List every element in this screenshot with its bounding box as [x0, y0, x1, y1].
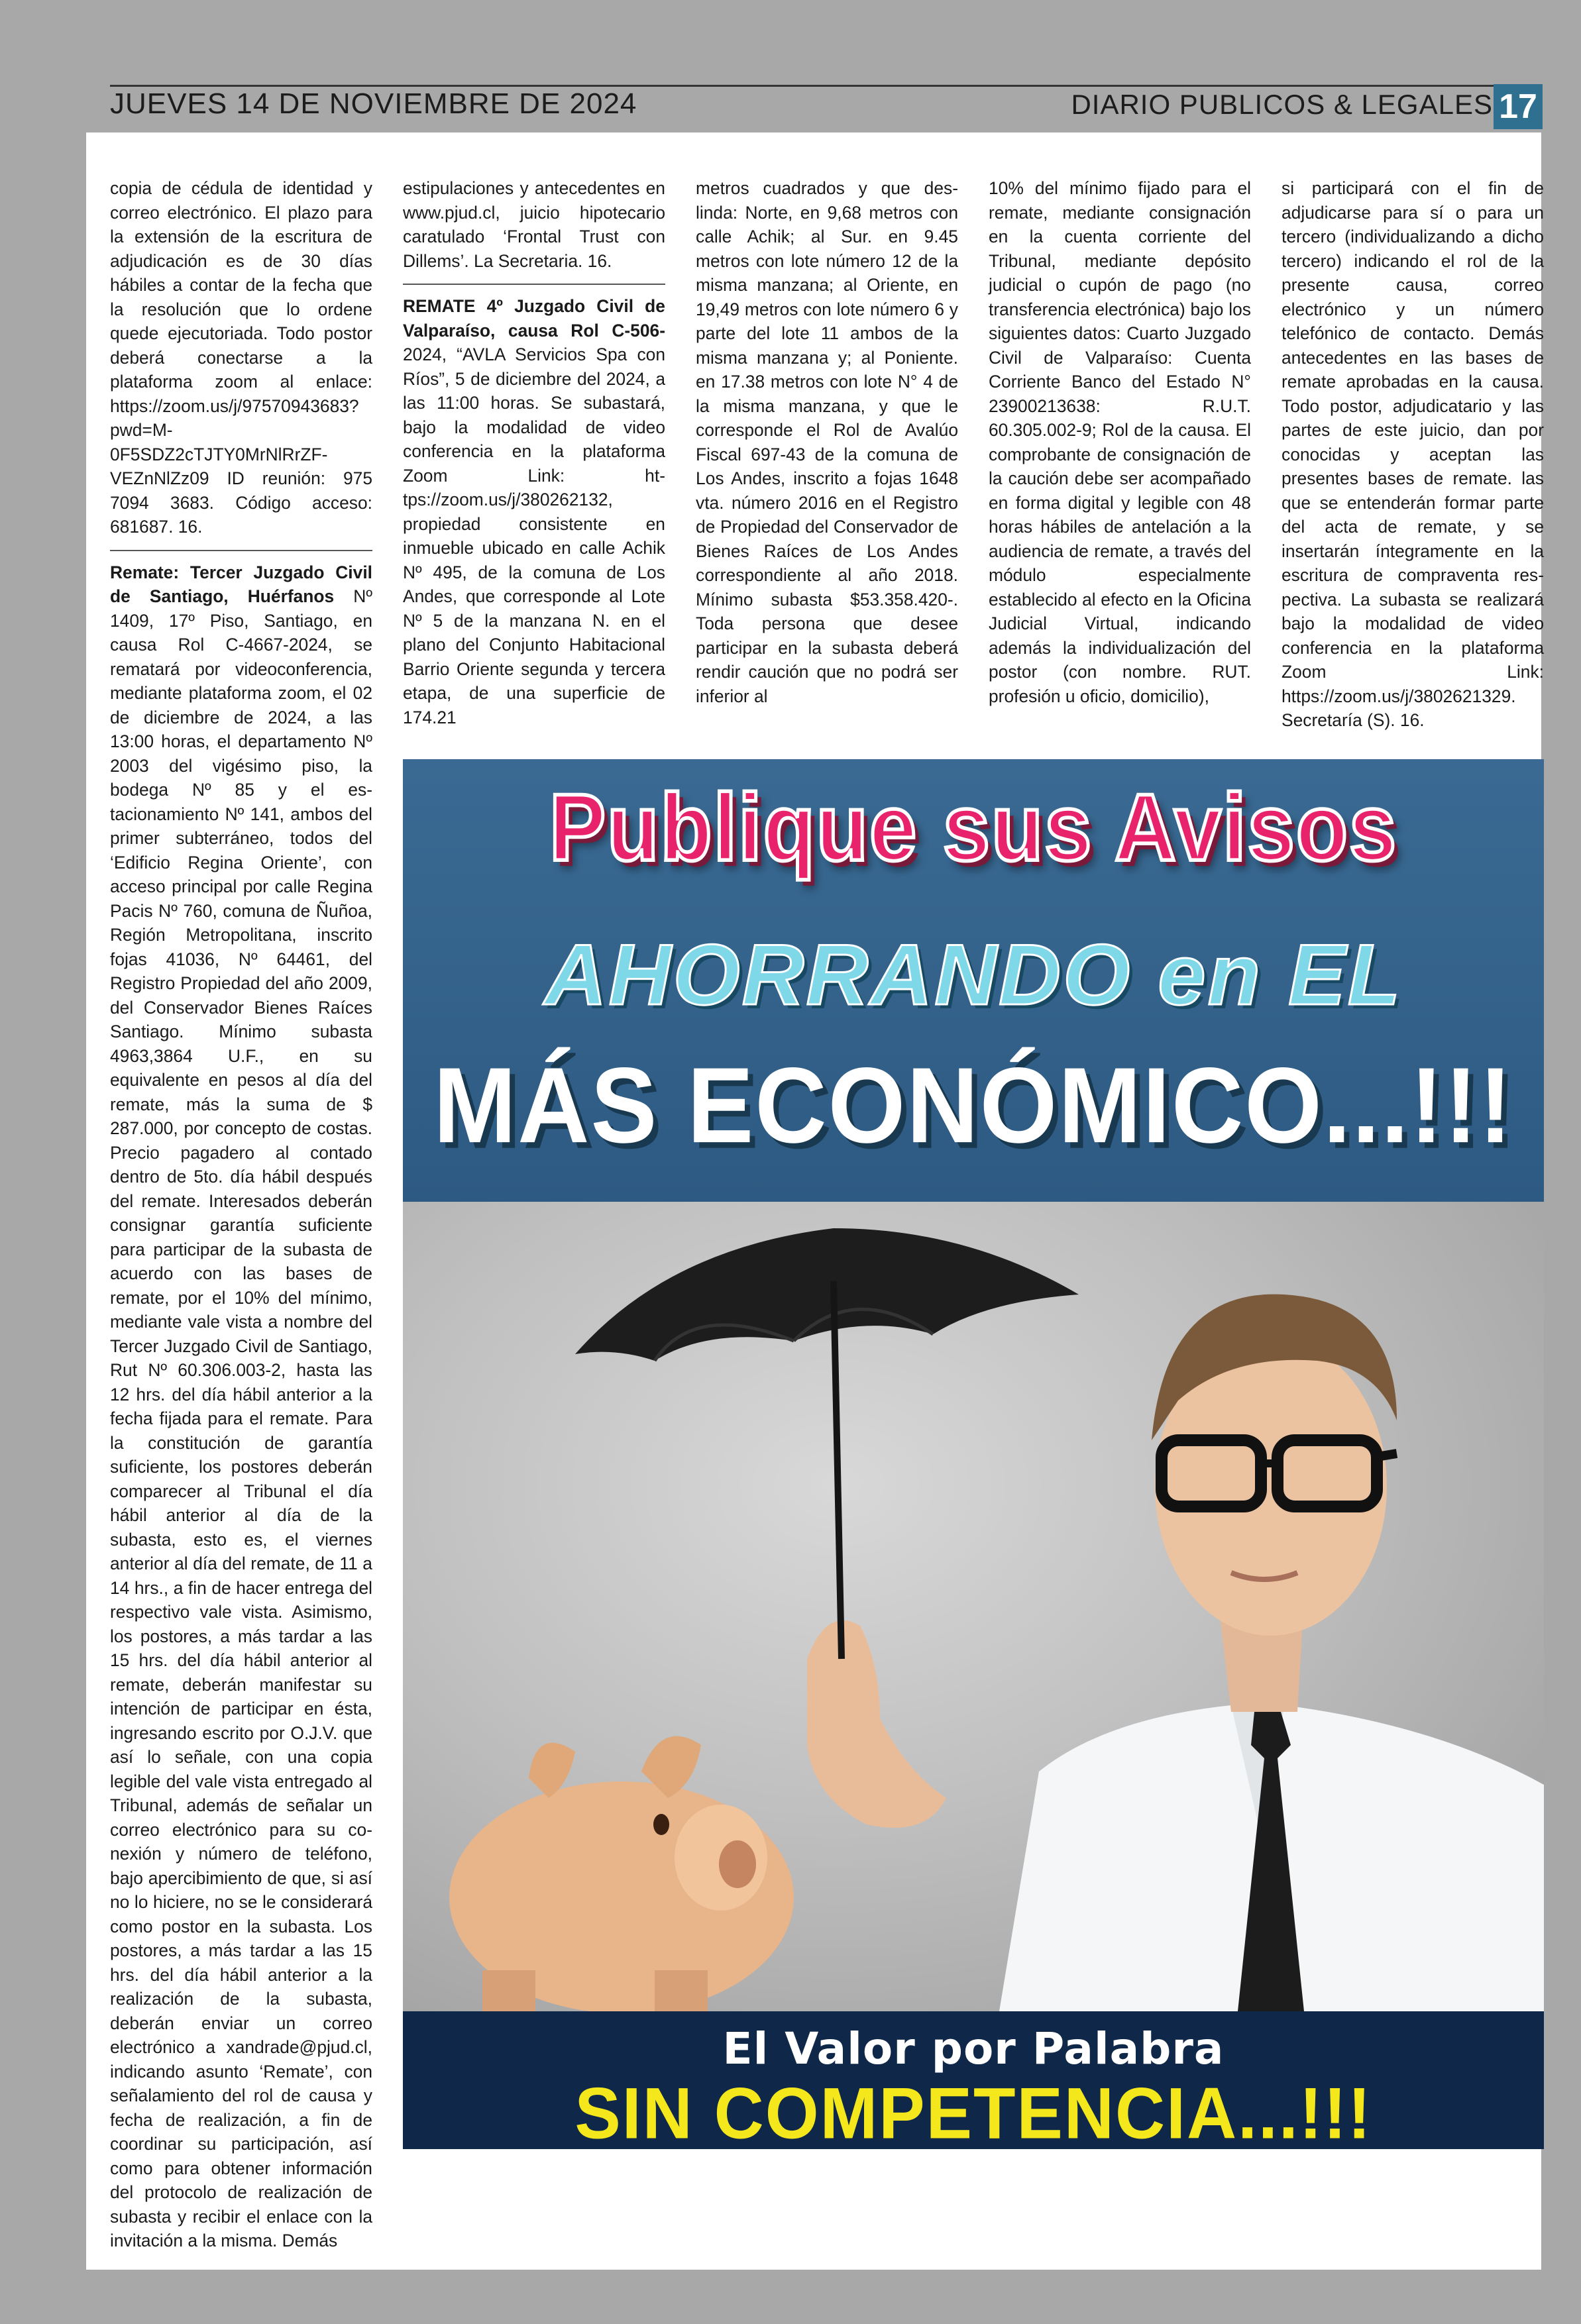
notice-text: 10% del mínimo fijado para el remate, mediante consignación en la cuenta corriente del Tribunal, mediante depósito judicial o cupón de pago (no transferencia electrónica) bajo los siguientes datos: Cuarto Juzgado Civil de Valparaíso: Cuenta Corriente Banco del Estado N° 23900213638: R.U.T. 60.305.002-9; Rol de la causa. El comprobante de consignación de la caución debe ser acompañado en forma digital y legible con 48 horas hábiles de antelación a la audiencia de remate, a través del módulo especialmente establecido al efecto en la Oficina Judicial Virtual, indicando además la individualización del postor (con nombre. RUT. profesión u oficio, domicilio), [989, 178, 1251, 706]
column-1 [110, 176, 372, 2253]
column-2 [403, 176, 665, 729]
ad-photo [403, 1202, 1544, 2011]
column-3 [696, 176, 958, 708]
notice-divider [110, 550, 372, 551]
ad-headline-panel [403, 759, 1544, 1202]
notice-text [403, 294, 665, 729]
advertisement [403, 759, 1544, 2154]
umbrella-shaft [834, 1281, 842, 1659]
notice-text: si participará con el fin de adjudicarse para sí o para un tercero (individualizando a dicho tercero) indicando el rol de la presente causa, correo electrónico y un número telefónico de contacto. Demás antecedentes en las bases de remate aprobadas en la causa. Todo postor, adjudicatario y las partes de este juicio, dan por conocidas y aceptan las presentes bases de remate. las que se entenderán formar parte del acta de remate, y se insertarán íntegramente en la escritura de compraventa respectiva. La subasta se realizará bajo la modalidad de video conferencia en la plataforma Zoom Link: https://zoom.us/j/3802621329. Secretaría (S). 16. [1281, 178, 1544, 730]
notice-text: copia de cédula de identidad y correo electrónico. El plazo para la extensión de la escritura de adjudicación es de 30 días hábiles a contar de la fecha que la resolución que lo ordene quede ejecutoriada. Todo postor deberá conectarse a la plataforma zoom al enlace: https://zoom.us/j/97570943683?pwd=M-0F5SDZ2cTJTY0MrNlRrZF-VEZnNlZz09 ID reunión: 975 7094 3683. Código acceso: 681687. 16. [110, 178, 372, 537]
ad-headline: Publique sus Avisos [549, 774, 1398, 881]
notice-body: 2024, “AVLA Servicios Spa con Ríos”, 5 de diciembre del 2024, a las 11:00 horas. Se subastará, bajo la modalidad de video conferencia en la plataforma Zoom Link: https://zoom.us/j/380262132, propiedad consistente en inmueble ubicado en calle Achik Nº 495, de la comuna de Los Andes, que corresponde al Lote Nº 5 de la manzana N. en el plano del Conjunto Habitacional Barrio Oriente segunda y tercera etapa, de una superficie de 174.21 [403, 344, 665, 727]
notice-text [110, 560, 372, 2253]
ad-footer-panel [403, 2011, 1544, 2154]
page-number: 17 [1494, 84, 1543, 129]
notice-heading: REMATE 4º Juzgado Civil de Valparaíso, causa Rol C-506- [403, 296, 665, 341]
ad-tagline: MÁS ECONÓMICO...!!! [433, 1045, 1513, 1165]
notice-text: estipulaciones y antecedentes en www.pjud.cl, juicio hipotecario caratulado ‘Frontal Trust con Dillems’. La Secretaria. 16. [403, 178, 665, 271]
hand-shape [807, 1620, 946, 1828]
umbrella-canopy [575, 1228, 1079, 1361]
notice-heading: Remate: Tercer Juzgado Civil de Santiago, Huérfanos [110, 562, 372, 606]
page-header [0, 0, 1581, 132]
newspaper-name: DIARIO PUBLICOS & LEGALES [1071, 89, 1493, 120]
header-rule [110, 85, 1498, 87]
notice-text: metros cuadrados y que deslinda: Norte, en 9,68 metros con calle Achik; al Sur. en 9.45 metros con lote número 12 de la misma manzana; al Oriente, en 19,49 metros con lote número 6 y parte del lote 11 ambos de la misma manzana y; al Poniente. en 17.38 metros con lote N° 4 de la misma manzana, y que le corresponde el Rol de Avalúo Fiscal 697-43 de la comuna de Los Andes, inscrito a fojas 1648 vta. número 2016 en el Registro de Propiedad del Conservador de Bienes Raíces de Los Andes correspondiente al año 2018. Mínimo subasta $53.358.420-. Toda persona que desee participar en la subasta deberá rendir caución que no podrá ser inferior al [696, 178, 958, 706]
man-umbrella-piggybank-illustration [403, 1202, 1544, 2011]
issue-date: JUEVES 14 DE NOVIEMBRE DE 2024 [110, 87, 637, 120]
ad-slogan: SIN COMPETENCIA...!!! [574, 2074, 1372, 2154]
ad-price-line: El Valor por Palabra [722, 2023, 1225, 2074]
ad-subheadline: AHORRANDO en EL [544, 926, 1403, 1023]
column-5 [1281, 176, 1544, 733]
column-4 [989, 176, 1251, 708]
notice-body: Nº 1409, 17º Piso, Santiago, en causa Rol C-4667-2024, se rematará por videoconferencia, mediante plataforma zoom, el 02 de diciembre de 2024, a las 13:00 horas, el departamento Nº 2003 del vigésimo piso, la bodega Nº 85 y el estacionamiento Nº 141, ambos del primer subterráneo, todos del ‘Edificio Regina Oriente’, con acceso principal por calle Regina Pacis Nº 760, comuna de Ñuñoa, Región Metropolitana, inscrito fojas 41036, Nº 64461, del Registro Propiedad del año 2009, del Conservador Bienes Raíces Santiago. Mínimo subasta 4963,3864 U.F., en su equivalente en pesos al día del remate, más la suma de $ 287.000, por concepto de costas. Precio pagadero al contado dentro de 5to. día hábil después del remate. Interesados deberán consignar garantía suficiente para participar de la subasta de acuerdo con las bases de remate, por el 10% del mínimo, mediante vale vista a nombre del Tercer Juzgado Civil de Santiago, Rut Nº 60.306.003-2, hasta las 12 hrs. del día hábil anterior a la fecha fijada para el remate. Para la constitución de garantía suficiente, los postores deberán comparecer al Tribunal el día hábil anterior al día de la subasta, esto es, el viernes anterior al día del remate, de 11 a 14 hrs., a fin de hacer entrega del respectivo vale vista. Asimismo, los postores, a más tardar a las 15 hrs. del día hábil anterior al remate, deberán manifestar su intención de participar en ésta, ingresando escrito por O.J.V. que así lo señale, con una copia legible del vale vista entregado al Tribunal, además de señalar un correo electrónico para su conexión y número de teléfono, bajo apercibimiento de que, si así no lo hiciere, no se le considerará como postor en la subasta. Los postores, a más tardar a las 15 hrs. del día hábil anterior a la realización de la subasta, deberán enviar un correo electrónico a xandrade@pjud.cl, indicando asunto ‘Remate’, con señalamiento del rol de causa y fecha de realización, a fin de coordinar su participación, así como para obtener información del protocolo de realización de subasta y recibir el enlace con la invitación a la misma. Demás [110, 586, 373, 2250]
notice-divider [403, 284, 665, 285]
